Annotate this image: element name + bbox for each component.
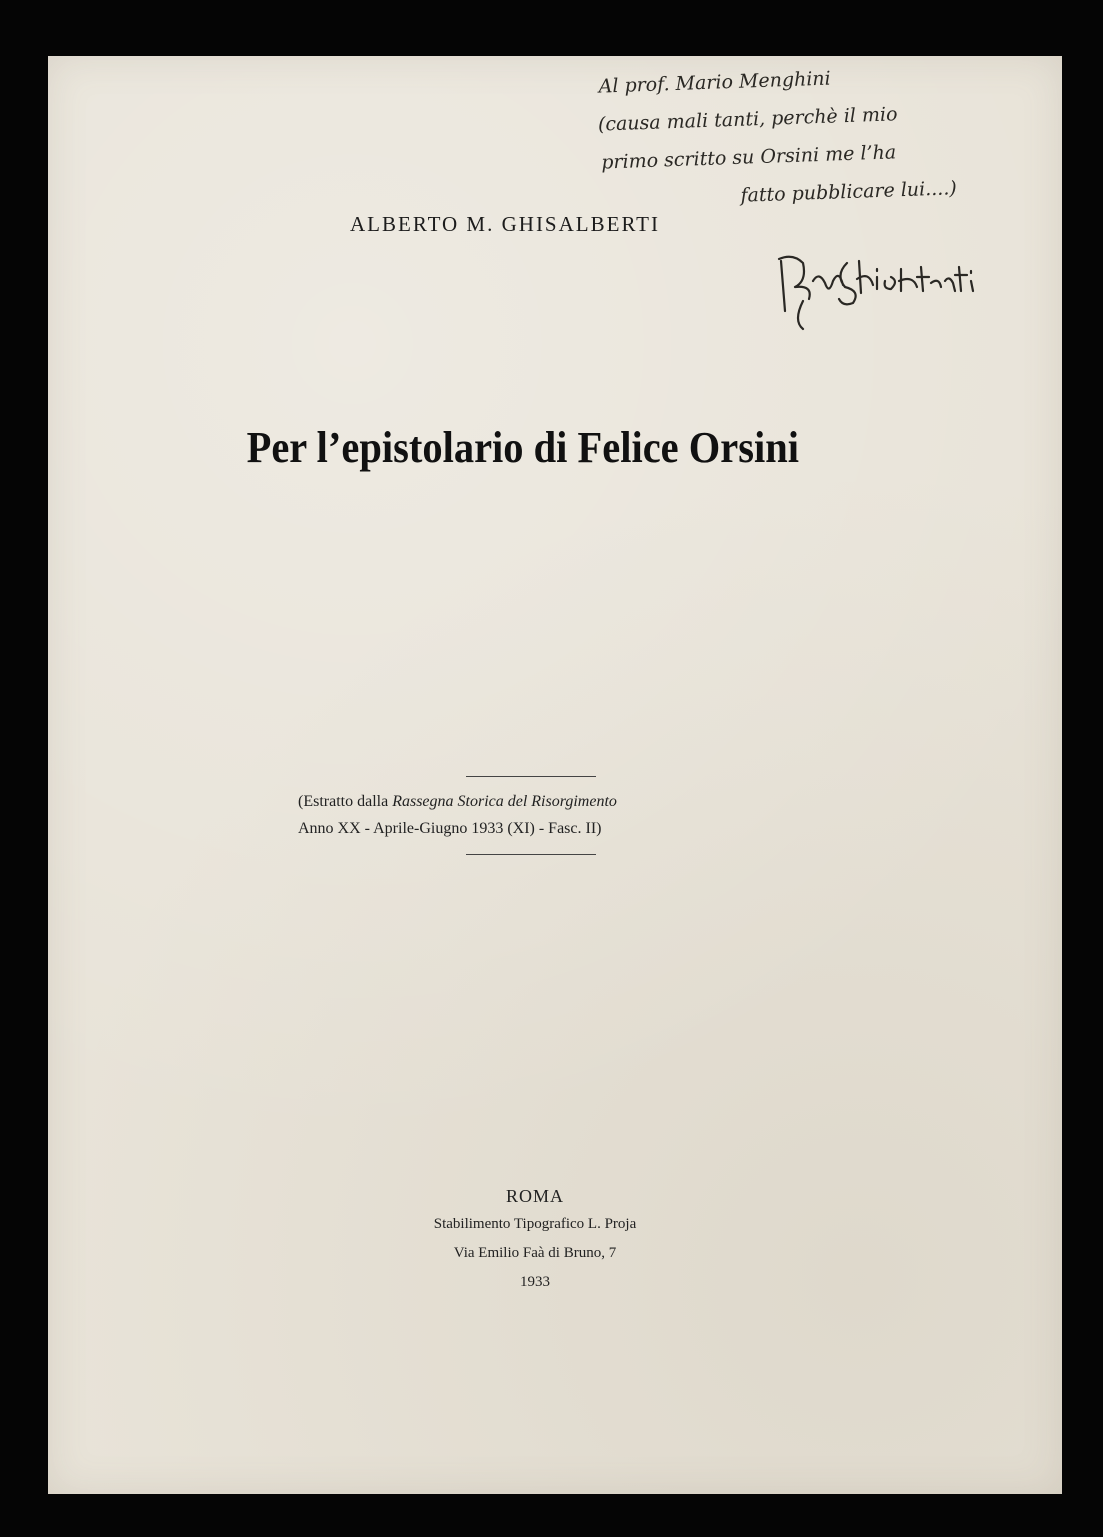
extract-line-2: Anno XX - Aprile-Giugno 1933 (XI) - Fasc. II) <box>298 820 602 837</box>
document-title: Per l’epistolario di Felice Orsini <box>246 423 799 472</box>
inscription-line-2: (causa mali tanti, perchè il mio <box>597 103 898 136</box>
rule-below-extract <box>466 854 596 855</box>
handwritten-signature <box>773 241 993 331</box>
imprint <box>48 1182 1062 1297</box>
imprint-address: Via Emilio Faà di Bruno, 7 <box>453 1245 617 1261</box>
extract-line-1 <box>298 788 617 815</box>
extract-prefix: (Estratto dalla <box>298 793 393 810</box>
rule-above-extract <box>466 776 596 777</box>
handwritten-inscription <box>588 52 1053 220</box>
imprint-printer: Stabilimento Tipografico L. Proja <box>433 1216 637 1232</box>
pamphlet-cover <box>48 56 1062 1494</box>
imprint-city: ROMA <box>505 1186 564 1206</box>
extract-note <box>298 788 617 842</box>
inscription-line-3: primo scritto su Orsini me l’ha <box>600 141 897 174</box>
inscription-line-4: fatto pubblicare lui....) <box>740 177 958 207</box>
journal-name: Rassegna Storica del Risorgimento <box>392 793 617 810</box>
author-name: ALBERTO M. GHISALBERTI <box>350 212 661 236</box>
imprint-year: 1933 <box>520 1274 550 1290</box>
inscription-line-1: Al prof. Mario Menghini <box>598 67 832 98</box>
